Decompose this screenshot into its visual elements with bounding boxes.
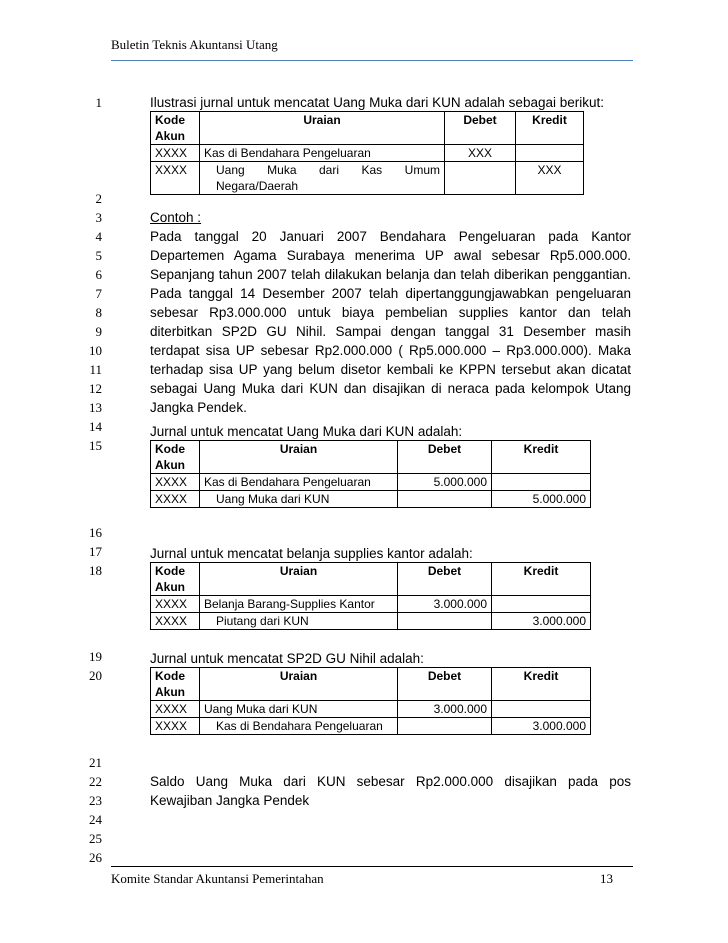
line-number: 10	[89, 343, 102, 358]
line-number: 19	[89, 649, 102, 664]
header-debet: Debet	[398, 563, 492, 596]
table-header-row	[151, 563, 591, 596]
cell-uraian: Belanja Barang-Supplies Kantor	[200, 596, 398, 613]
line-number: 7	[95, 286, 102, 301]
line-number: 11	[89, 362, 102, 377]
cell-debet	[398, 491, 492, 508]
page-header: Buletin Teknis Akuntansi Utang	[111, 37, 278, 52]
line-number: 20	[89, 668, 102, 683]
closing-line: Saldo Uang Muka dari KUN sebesar Rp2.000.000 disajikan pada pos	[150, 774, 631, 789]
line-number: 17	[89, 544, 102, 559]
cell-debet: XXX	[445, 145, 516, 162]
header-rule	[111, 60, 633, 61]
header-kredit: Kredit	[492, 563, 591, 596]
header-uraian: Uraian	[200, 112, 445, 145]
cell-debet	[398, 613, 492, 630]
header-kredit: Kredit	[492, 441, 591, 474]
paragraph-line: Sepanjang tahun 2007 telah dilakukan belanja dan telah diberikan penggantian.	[150, 267, 631, 282]
footer-rule	[111, 866, 633, 867]
journal-title: Jurnal untuk mencatat belanja supplies kantor adalah:	[150, 546, 473, 561]
line-number: 1	[95, 95, 102, 110]
paragraph-line: Pada tanggal 14 Desember 2007 telah dipertanggungjawabkan pengeluaran	[150, 286, 631, 301]
line-number: 14	[89, 419, 102, 434]
cell-kredit	[492, 474, 591, 491]
paragraph-line: sebesar Rp3.000.000 untuk biaya pembelian supplies kantor dan telah	[150, 305, 631, 320]
cell-kredit	[516, 145, 584, 162]
journal-table-uang-muka	[150, 440, 591, 508]
cell-uraian-line2: Negara/Daerah	[216, 179, 299, 193]
line-number: 4	[95, 229, 102, 244]
paragraph-line: sebagai Uang Muka dari KUN dan disajikan di neraca pada kelompok Utang	[150, 381, 631, 396]
cell-kredit: XXX	[516, 162, 584, 195]
line-number: 22	[89, 774, 102, 789]
example-heading: Contoh :	[150, 210, 202, 225]
line-number: 26	[89, 850, 102, 865]
header-kode: Kode Akun	[151, 563, 200, 596]
cell-kredit	[492, 701, 591, 718]
header-debet: Debet	[398, 668, 492, 701]
header-uraian: Uraian	[200, 441, 398, 474]
cell-kode: XXXX	[151, 474, 200, 491]
cell-uraian: Kas di Bendahara Pengeluaran	[200, 474, 398, 491]
paragraph-line: terhadap sisa UP yang belum disetor kembali ke KPPN tersebut akan dicatat	[150, 362, 631, 377]
paragraph-line: diterbitkan SP2D GU Nihil. Sampai dengan tanggal 31 Desember masih	[150, 324, 631, 339]
journal-table-sp2d	[150, 667, 591, 735]
cell-kode: XXXX	[151, 162, 200, 195]
cell-uraian: Kas di Bendahara Pengeluaran	[200, 718, 398, 735]
cell-kode: XXXX	[151, 596, 200, 613]
cell-kredit	[492, 596, 591, 613]
header-kredit: Kredit	[492, 668, 591, 701]
table-row	[151, 613, 591, 630]
line-number: 6	[95, 267, 102, 282]
header-kode: Kode Akun	[151, 441, 200, 474]
page-number: 13	[600, 871, 613, 886]
header-debet: Debet	[398, 441, 492, 474]
cell-kode: XXXX	[151, 145, 200, 162]
table-header-row	[151, 668, 591, 701]
table-row	[151, 474, 591, 491]
line-number: 3	[95, 210, 102, 225]
line-number: 9	[95, 324, 102, 339]
cell-debet	[398, 718, 492, 735]
cell-kredit: 5.000.000	[492, 491, 591, 508]
header-kredit: Kredit	[516, 112, 584, 145]
paragraph-line: terdapat sisa UP sebesar Rp2.000.000 ( Rp5.000.000 – Rp3.000.000). Maka	[150, 343, 631, 358]
line-number: 15	[89, 438, 102, 453]
table-row	[151, 718, 591, 735]
journal-table-supplies	[150, 562, 591, 630]
line-number: 2	[95, 191, 102, 206]
table-header-row	[151, 112, 584, 145]
line-number: 18	[89, 563, 102, 578]
intro-text: Ilustrasi jurnal untuk mencatat Uang Muka dari KUN adalah sebagai berikut:	[150, 95, 604, 110]
cell-uraian: Uang Muka dari KUN	[200, 701, 398, 718]
line-number: 12	[89, 381, 102, 396]
cell-debet	[445, 162, 516, 195]
paragraph-line: Pada tanggal 20 Januari 2007 Bendahara Pengeluaran pada Kantor	[150, 229, 631, 244]
journal-title: Jurnal untuk mencatat SP2D GU Nihil adalah:	[150, 651, 424, 666]
header-debet: Debet	[445, 112, 516, 145]
cell-kode: XXXX	[151, 491, 200, 508]
line-number: 24	[89, 812, 102, 827]
line-number: 25	[89, 831, 102, 846]
cell-debet: 3.000.000	[398, 596, 492, 613]
line-number: 5	[95, 248, 102, 263]
paragraph-line: Departemen Agama Surabaya menerima UP awal sebesar Rp5.000.000.	[150, 248, 631, 263]
cell-uraian	[200, 162, 445, 195]
line-number: 8	[95, 305, 102, 320]
cell-debet: 5.000.000	[398, 474, 492, 491]
header-kode: Kode Akun	[151, 112, 200, 145]
table-row	[151, 701, 591, 718]
header-kode: Kode Akun	[151, 668, 200, 701]
header-uraian: Uraian	[200, 668, 398, 701]
cell-kredit: 3.000.000	[492, 718, 591, 735]
header-uraian: Uraian	[200, 563, 398, 596]
journal-title: Jurnal untuk mencatat Uang Muka dari KUN adalah:	[150, 424, 463, 439]
paragraph-line: Jangka Pendek.	[150, 400, 247, 415]
table-header-row	[151, 441, 591, 474]
cell-uraian: Piutang dari KUN	[200, 613, 398, 630]
line-number: 23	[89, 793, 102, 808]
table-row	[151, 145, 584, 162]
cell-uraian-line1: Uang Muka dari Kas Umum	[216, 163, 440, 177]
footer-text: Komite Standar Akuntansi Pemerintahan	[111, 871, 324, 886]
cell-uraian: Uang Muka dari KUN	[200, 491, 398, 508]
line-number: 16	[89, 525, 102, 540]
cell-kode: XXXX	[151, 701, 200, 718]
cell-uraian: Kas di Bendahara Pengeluaran	[200, 145, 445, 162]
journal-table-illustration	[150, 111, 584, 195]
line-number: 21	[89, 755, 102, 770]
cell-debet: 3.000.000	[398, 701, 492, 718]
closing-line: Kewajiban Jangka Pendek	[150, 793, 310, 808]
cell-kode: XXXX	[151, 718, 200, 735]
table-row	[151, 491, 591, 508]
line-number: 13	[89, 400, 102, 415]
table-row	[151, 162, 584, 195]
cell-kode: XXXX	[151, 613, 200, 630]
cell-kredit: 3.000.000	[492, 613, 591, 630]
table-row	[151, 596, 591, 613]
